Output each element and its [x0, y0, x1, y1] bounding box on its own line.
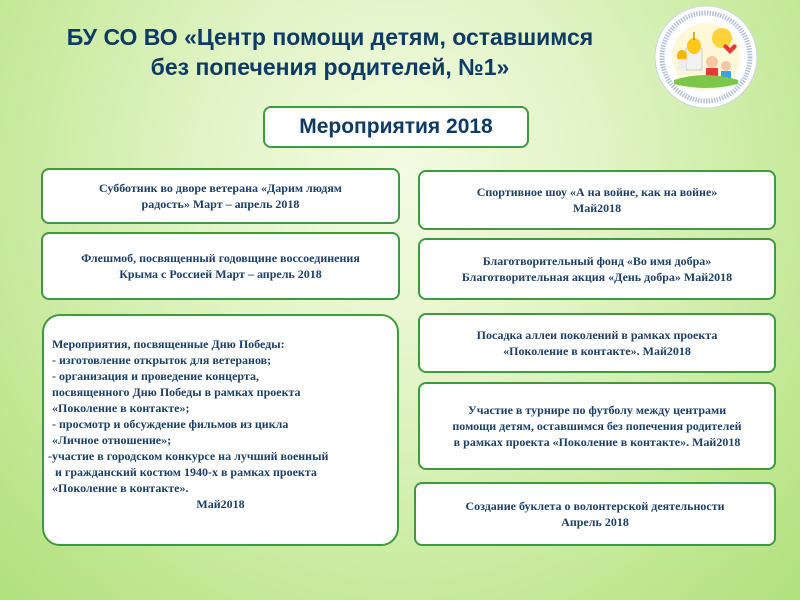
- victory-date: Май2018: [196, 497, 245, 511]
- victory-line: - изготовление открыток для ветеранов;: [52, 353, 272, 367]
- victory-line: -участие в городском конкурсе на лучший военный: [48, 449, 329, 463]
- victory-line: и гражданский костюм 1940-х в рамках проекта: [52, 465, 317, 479]
- event-alley-planting: [418, 313, 776, 373]
- event-booklet: [414, 482, 776, 546]
- event-text: Посадка аллеи поколений в рамках проекта: [476, 328, 718, 342]
- section-title: Мероприятия 2018: [263, 106, 529, 148]
- event-football: [418, 382, 776, 470]
- event-victory-day: [42, 314, 399, 546]
- victory-line: «Поколение в контакте»;: [52, 401, 190, 415]
- event-text: Создание буклета о волонтерской деятельности: [465, 499, 725, 513]
- event-text: Благотворительная акция «День добра» Май2018: [461, 270, 733, 284]
- page-title: [30, 22, 630, 82]
- event-text: радость» Март – апрель 2018: [141, 197, 300, 211]
- event-text: Флешмоб, посвященный годовщине воссоединения: [81, 251, 360, 265]
- event-text: Благотворительный фонд «Во имя добра»: [482, 254, 712, 268]
- victory-line: - просмотр и обсуждение фильмов из цикла: [52, 417, 289, 431]
- event-sport-show: [418, 170, 776, 230]
- victory-line: «Личное отношение»;: [52, 433, 172, 447]
- institution-logo-icon: [652, 4, 760, 110]
- event-subbotnik: [41, 168, 400, 224]
- event-text: Май2018: [572, 201, 622, 215]
- victory-line: посвященного Дню Победы в рамках проекта: [52, 385, 301, 399]
- victory-line: Мероприятия, посвященные Дню Победы:: [52, 337, 285, 351]
- event-text: Крыма с Россией Март – апрель 2018: [119, 267, 322, 281]
- event-text: Участие в турнире по футболу между центрами: [467, 403, 727, 417]
- event-text: в рамках проекта «Поколение в контакте». Май2018: [453, 435, 741, 449]
- victory-line: - организация и проведение концерта,: [52, 369, 259, 383]
- event-text: «Поколение в контакте». Май2018: [503, 344, 691, 358]
- victory-line: «Поколение в контакте».: [52, 481, 189, 495]
- title-line-2: без попечения родителей, №1»: [150, 54, 510, 80]
- event-text: помощи детям, оставшимся без попечения родителей: [452, 419, 742, 433]
- event-text: Спортивное шоу «А на войне, как на войне»: [476, 185, 718, 199]
- event-flashmob: [41, 232, 400, 300]
- event-charity: [418, 238, 776, 300]
- event-text: Субботник во дворе ветерана «Дарим людям: [99, 181, 342, 195]
- title-line-1: БУ СО ВО «Центр помощи детям, оставшимся: [66, 24, 594, 50]
- event-text: Апрель 2018: [561, 515, 629, 529]
